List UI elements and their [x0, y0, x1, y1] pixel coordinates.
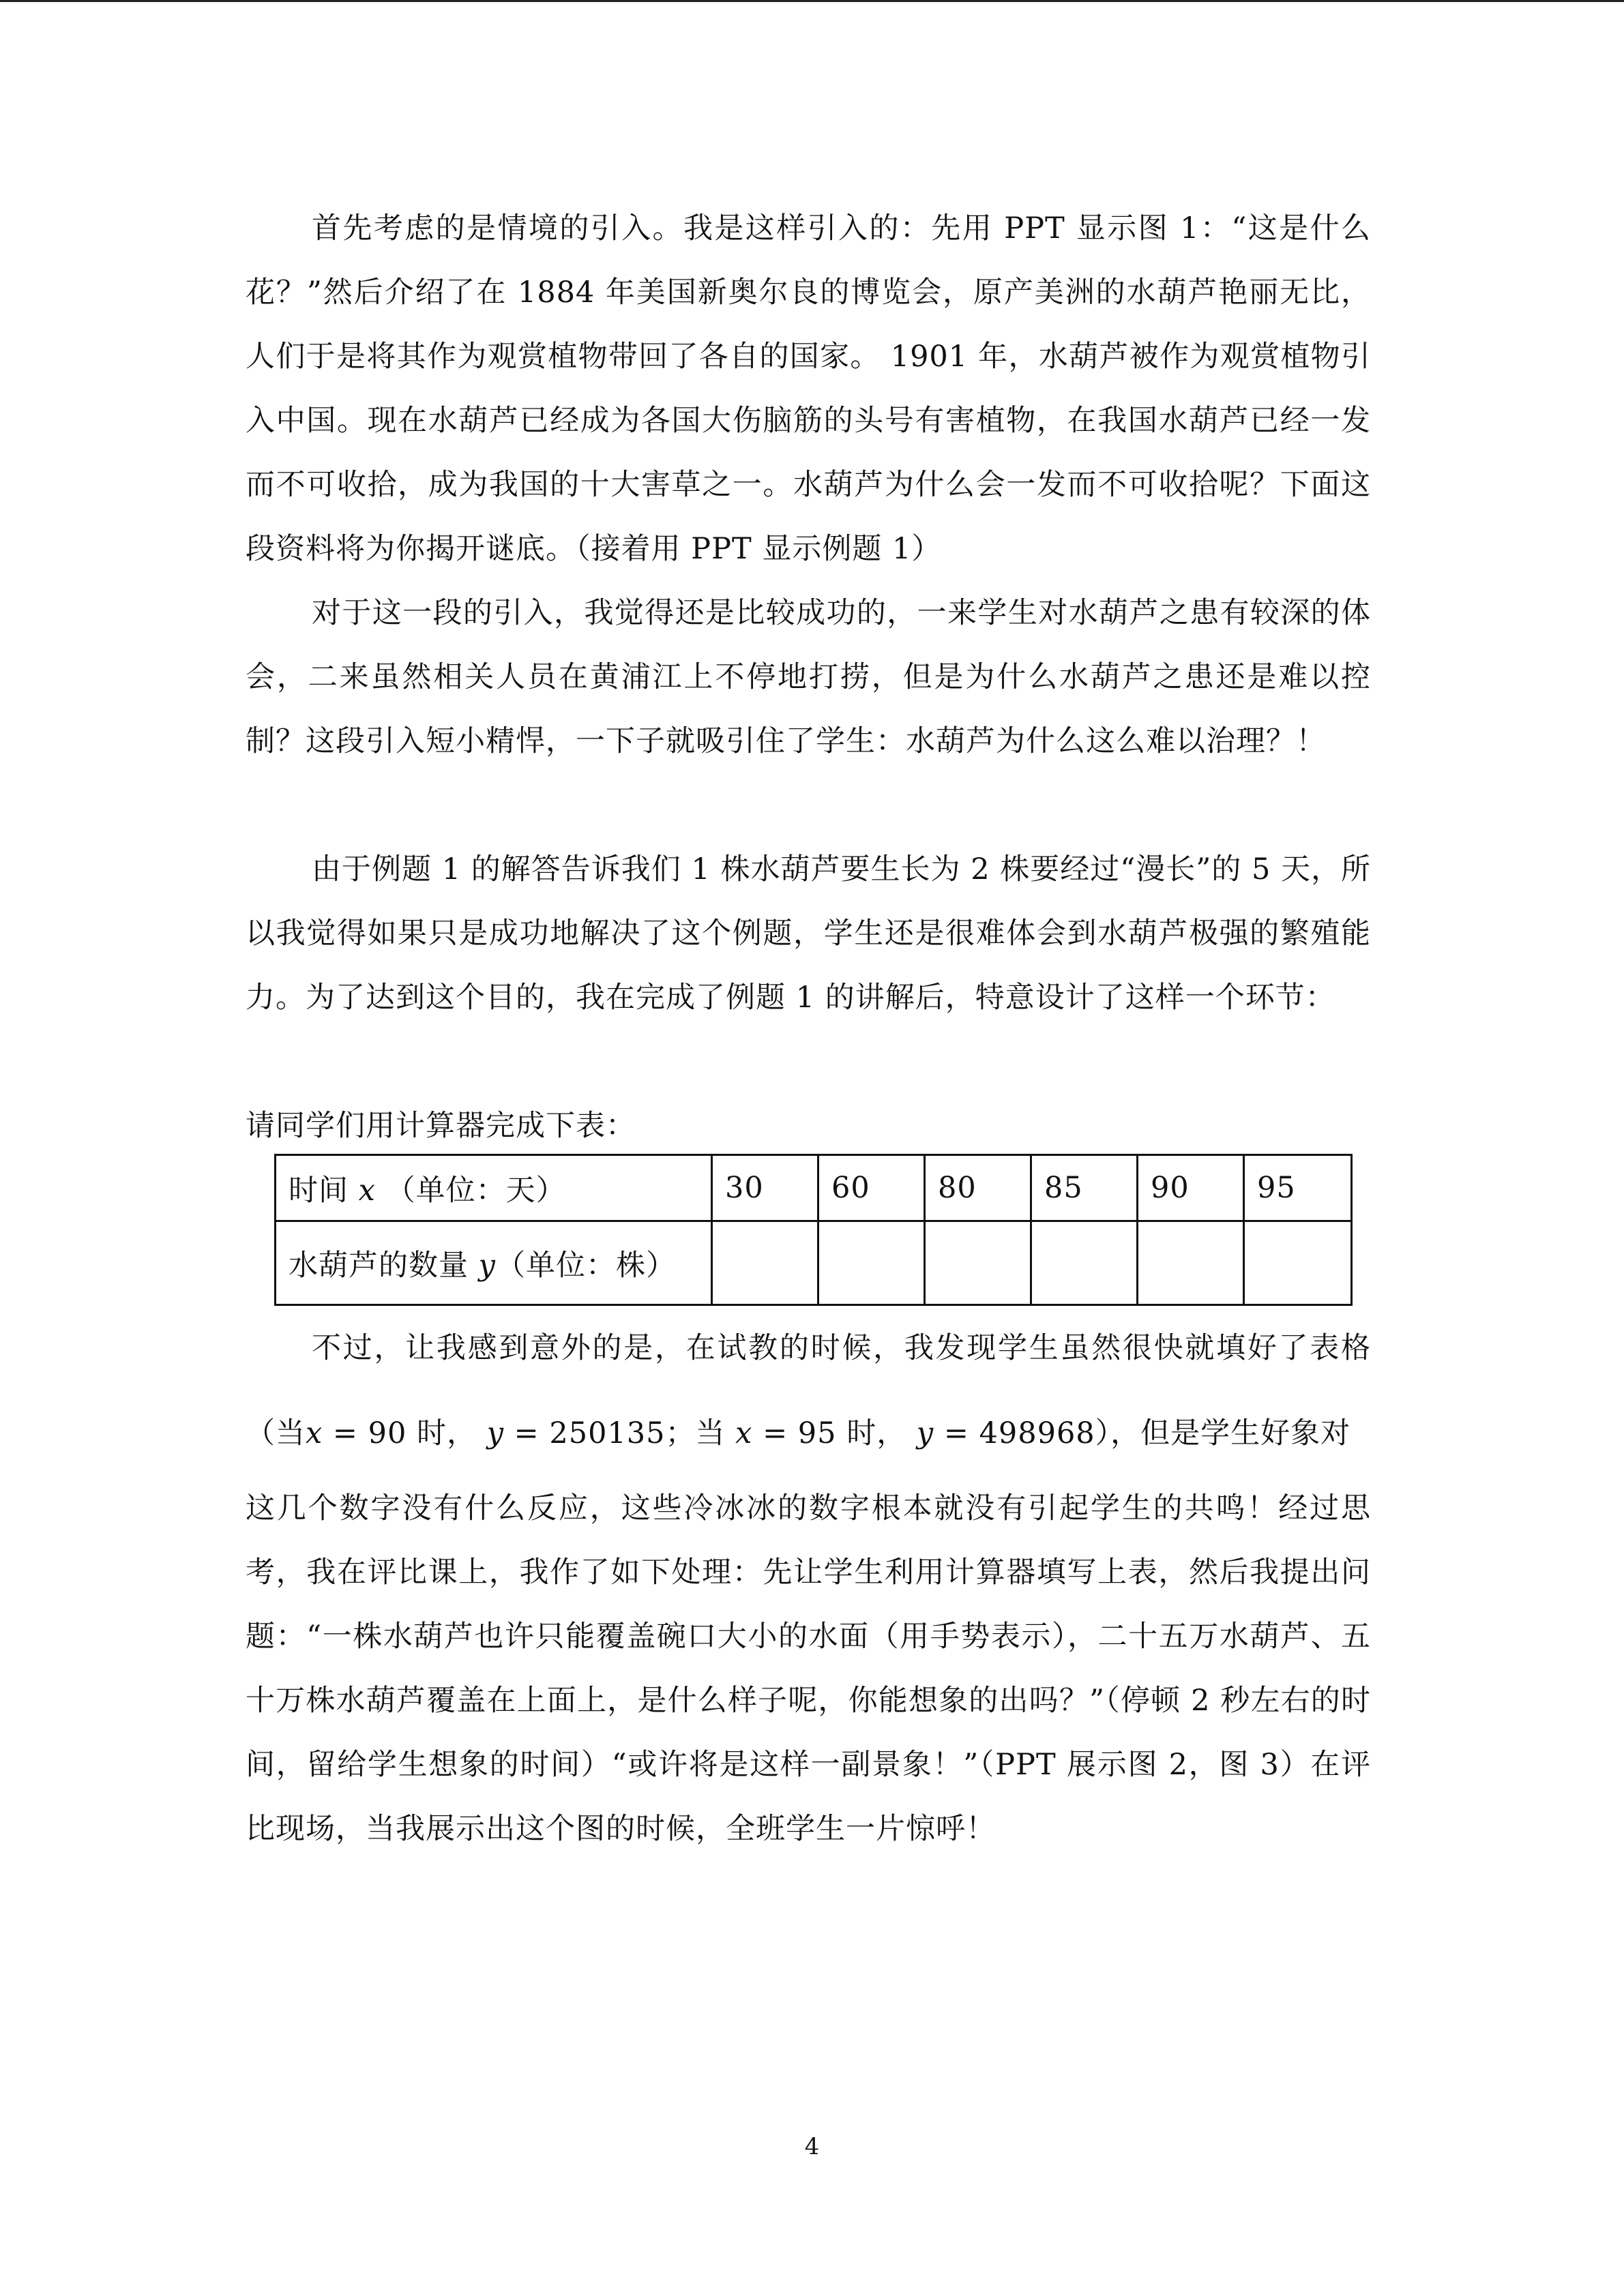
table-prompt: 请同学们用计算器完成下表： [246, 1109, 636, 1143]
result-equation: = 95 时， [752, 1416, 917, 1450]
variable-y: y [478, 1248, 496, 1283]
paragraph-result [246, 1306, 1371, 1476]
row-header-time-suffix: （单位：天） [375, 1173, 566, 1208]
math-var-y: y [486, 1416, 504, 1450]
table-cell-empty [712, 1221, 818, 1305]
paragraph-result-continued: 这几个数字没有什么反应，这些冷冰冰的数字根本就没有引起学生的共鸣！经过思考，我在评比课上，我作了如下处理：先让学生利用计算器填写上表，然后我提出问题：“一株水葫芦也许只能覆盖碗口大小的水面（用手势表示），二十五万水葫芦、五十万株水葫芦覆盖在上面上，是什么样子呢，你能想象的出吗？”（停顿 2 秒左右的时间，留给学生想象的时间）“或许将是这样一副景象！”（PPT 展示图 2，图 3）在评比现场，当我展示出这个图的时候，全班学生一片惊呼！ [246, 1491, 1371, 1846]
table-cell-empty [1031, 1221, 1138, 1305]
row-header-count-prefix: 水葫芦的数量 [289, 1248, 479, 1283]
math-var-x: x [306, 1416, 323, 1450]
table-cell-x: 60 [818, 1155, 925, 1221]
page-number: 4 [804, 2133, 820, 2160]
paragraph-intro: 首先考虑的是情境的引入。我是这样引入的：先用 PPT 显示图 1：“这是什么花？”然后介绍了在 1884 年美国新奥尔良的博览会，原产美洲的水葫芦艳丽无比，人们于是将其作为观赏植物带回了各自的国家。 1901 年，水葫芦被作为观赏植物引入中国。现在水葫芦已经成为各国大伤脑筋的头号有害植物，在我国水葫芦已经一发而不可收拾，成为我国的十大害草之一。水葫芦为什么会一发而不可收拾呢？下面这段资料将为你揭开谜底。（接着用 PPT 显示例题 1） [246, 211, 1371, 566]
variable-x: x [358, 1173, 376, 1208]
table-cell-empty [1244, 1221, 1352, 1305]
table-cell-empty [818, 1221, 925, 1305]
data-table [274, 1154, 1353, 1306]
table-cell-x: 80 [925, 1155, 1031, 1221]
paragraph-design: 由于例题 1 的解答告诉我们 1 株水葫芦要生长为 2 株要经过“漫长”的 5 天，所以我觉得如果只是成功地解决了这个例题，学生还是很难体会到水葫芦极强的繁殖能力。为了达到这个目的，我在完成了例题 1 的讲解后，特意设计了这样一个环节： [246, 852, 1371, 1015]
result-text-start: 不过，让我感到意外的是，在试教的时候，我发现学生虽然很快就填好了表格（当 [246, 1331, 1371, 1450]
table-cell-empty [925, 1221, 1031, 1305]
row-header-time [276, 1155, 712, 1221]
result-equation: = 250135；当 [503, 1416, 736, 1450]
top-border-rule [0, 0, 1624, 2]
row-header-time-prefix: 时间 [289, 1173, 359, 1208]
table-cell-empty [1138, 1221, 1244, 1305]
table-cell-x: 95 [1244, 1155, 1352, 1221]
math-var-x: x [735, 1416, 753, 1450]
table-cell-x: 30 [712, 1155, 818, 1221]
table-cell-x: 90 [1138, 1155, 1244, 1221]
result-equation: = 498968），但是学生好象对 [934, 1416, 1351, 1450]
math-var-y: y [916, 1416, 934, 1450]
paragraph-reflection: 对于这一段的引入，我觉得还是比较成功的，一来学生对水葫芦之患有较深的体会，二来虽然相关人员在黄浦江上不停地打捞，但是为什么水葫芦之患还是难以控制？这段引入短小精悍，一下子就吸引住了学生：水葫芦为什么这么难以治理？！ [246, 596, 1371, 758]
table-row-time [276, 1155, 1352, 1221]
row-header-count [276, 1221, 712, 1305]
table-cell-x: 85 [1031, 1155, 1138, 1221]
row-header-count-suffix: （单位：株） [495, 1248, 676, 1283]
table-row-count [276, 1221, 1352, 1305]
result-equation: = 90 时， [323, 1416, 487, 1450]
